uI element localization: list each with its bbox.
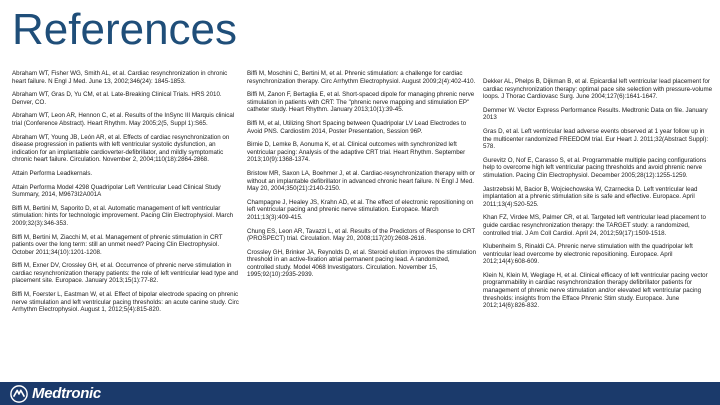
reference-entry: Biffi M, Moschini C, Bertini M, et al. Phrenic stimulation: a challenge for cardiac resynchronization therapy. Circ Arrhythm Electrophysiol. August 2009;2(4):402-410. xyxy=(247,70,476,85)
logo-text: Medtronic xyxy=(32,385,101,402)
reference-entry: Biffi M, Bertini M, Ziacchi M, et al. Management of phrenic stimulation in CRT patients over the long term: still an unmet need? Pacing Clin Electrophysiol. October 2011;34(10):1201-1208. xyxy=(12,233,223,256)
reference-entry: Biffi M, Exner DV, Crossley GH, et al. Occurrence of phrenic nerve stimulation in cardiac resynchronization therapy patients: the role of left ventricular lead type and placement site. Europace. January 2013;15(1):77-82. xyxy=(12,262,238,285)
references-column-1 xyxy=(12,70,242,320)
reference-entry: Abraham WT, Leon AR, Hennon C, et al. Results of the InSync III Marquis clinical trial (Conference Abstract). Heart Rhythm. May 2005;2(5, Suppl 1):S65. xyxy=(12,112,235,127)
reference-entry: Abraham WT, Young JB, León AR, et al. Effects of cardiac resynchronization on disease progression in patients with left ventricular systolic dysfunction, an indication for an implantable cardioverter-defibrillator, and mildly symptomatic chronic heart failure. Circulation. November 2, 2004;110(18):2864-2868. xyxy=(12,133,230,164)
page-title: References xyxy=(12,5,238,54)
reference-entry: Champagne J, Healey JS, Krahn AD, et al. The effect of electronic repositioning on left ventricular pacing and phrenic nerve stimulation. Europace. March 2011;13(3):409-415. xyxy=(247,198,474,221)
reference-entry: Abraham WT, Fisher WG, Smith AL, et al. Cardiac resynchronization in chronic heart failure. N Engl J Med. June 13, 2002;346(24): 1845-1853. xyxy=(12,70,228,85)
reference-entry: Birnie D, Lemke B, Aonuma K, et al. Clinical outcomes with synchronized left ventricular pacing: Analysis of the adaptive CRT trial. Heart Rhythm. September 2013;10(9):1368-1374. xyxy=(247,141,466,164)
medtronic-logo-icon xyxy=(10,385,28,403)
reference-entry: Demmer W. Vector Express Performance Results. Medtronic Data on file. January 2013 xyxy=(483,106,708,122)
reference-entry: Attain Performa Model 4298 Quadripolar Left Ventricular Lead Clinical Study Summary, 2014, M9673I2A001A xyxy=(12,183,221,199)
reference-entry: Bristow MR, Saxon LA, Boehmer J, et al. Cardiac-resynchronization therapy with or without an implantable defibrillator in advanced chronic heart failure. N Engl J Med. May 20, 2004;350(21):2140-2150. xyxy=(247,169,476,193)
reference-entry: Gras D, et al. Left ventricular lead adverse events observed at 1 year follow up in the multicenter randomized FREEDOM trial. Eur Heart J. 2011;32(Abstract Suppl): 578. xyxy=(483,127,709,151)
reference-entry: Biffi M, Bertini M, Saporito D, et al. Automatic management of left ventricular stimulation: hints for technologic improvement. Pacing Clin Electrophysiol. March 2009;32(3):346-353. xyxy=(12,204,234,227)
reference-entry: Biffi M, Zanon F, Bertaglia E, et al. Short-spaced dipole for managing phrenic nerve stimulation in patients with CRT: The "phrenic nerve mapping and stimulation EP" catheter study. Heart Rhythm. January 2013;10(1):39-45. xyxy=(247,91,475,114)
medtronic-logo xyxy=(10,384,101,403)
reference-entry: Khan FZ, Virdee MS, Palmer CR, et al. Targeted left ventricular lead placement to guide cardiac resynchronization therapy: the TARGET study: a randomized, controlled trial. J Am Coll Cardiol. April 24, 2012;59(17):1509-1518. xyxy=(483,214,706,237)
reference-entry: Biffi M, et al, Utilizing Short Spacing between Quadripolar LV Lead Electrodes to Avoid PNS. Cardiostim 2014, Poster Presentation, Session 96P. xyxy=(247,119,467,135)
reference-entry: Crossley GH, Brinker JA, Reynolds D, et al. Steroid elution improves the stimulation threshold in an active-fixation atrial permanent pacing lead. A randomized, controlled study. Model 4068 Investigators. Circulation. November 15, 1995;92(10):2935-2939. xyxy=(247,248,477,279)
references-column-3 xyxy=(483,78,713,316)
reference-entry: Abraham WT, Gras D, Yu CM, et al. Late-Breaking Clinical Trials. HRS 2010. Denver, CO. xyxy=(12,91,222,106)
footer-band xyxy=(0,382,720,405)
reference-entry: Klubenheim S, Rinaldi CA. Phrenic nerve stimulation with the quadripolar left ventricular lead overcome by electronic repositioning. Europace. April 2012;14(4):608-609. xyxy=(483,243,693,266)
reference-entry: Biffi M, Foerster L, Eastman W, et al. Effect of bipolar electrode spacing on phrenic nerve stimulation and left ventricular pacing thresholds: an acute canine study. Circ Arrhythm Electrophysiol. August 1, 2012;5(4):815-820. xyxy=(12,291,239,314)
reference-entry: Chung ES, Leon AR, Tavazzi L, et al. Results of the Predictors of Response to CRT (PROSPECT) trial. Circulation. May 20, 2008;117(20):2608-2616. xyxy=(247,227,476,243)
reference-entry: Klein N, Klein M, Weglage H, et al. Clinical efficacy of left ventricular pacing vector programmability in cardiac resynchronization therapy defibrillator patients for management of phrenic nerve stimulation and/or elevated left ventricular pacing thresholds: insights from the Efface Phrenic Stim study. Europace. June 2012;14(6):826-832. xyxy=(483,271,708,310)
reference-entry: Gurevitz O, Nof E, Carasso S, et al. Programmable multiple pacing configurations help to overcome high left ventricular pacing thresholds and avoid phrenic nerve stimulation. Pacing Clin Electrophysiol. December 2005;28(12):1255-1259. xyxy=(483,156,707,179)
reference-entry: Attain Performa Leadkernals. xyxy=(12,169,93,177)
reference-entry: Dekker AL, Phelps B, Dijkman B, et al. Epicardial left ventricular lead placement for cardiac resynchronization therapy: optimal pace site selection with pressure-volume loops. J Thorac Cardiovasc Surg. June 2004;127(6):1641-1647. xyxy=(483,78,713,101)
reference-entry: Jastrzebski M, Bacior B, Wojciechowska W, Czarnecka D. Left ventricular lead implantation at a phrenic stimulation site is safe and effective. Europace. April 2011;13(4):520-525. xyxy=(483,185,698,208)
references-column-2 xyxy=(247,70,477,285)
